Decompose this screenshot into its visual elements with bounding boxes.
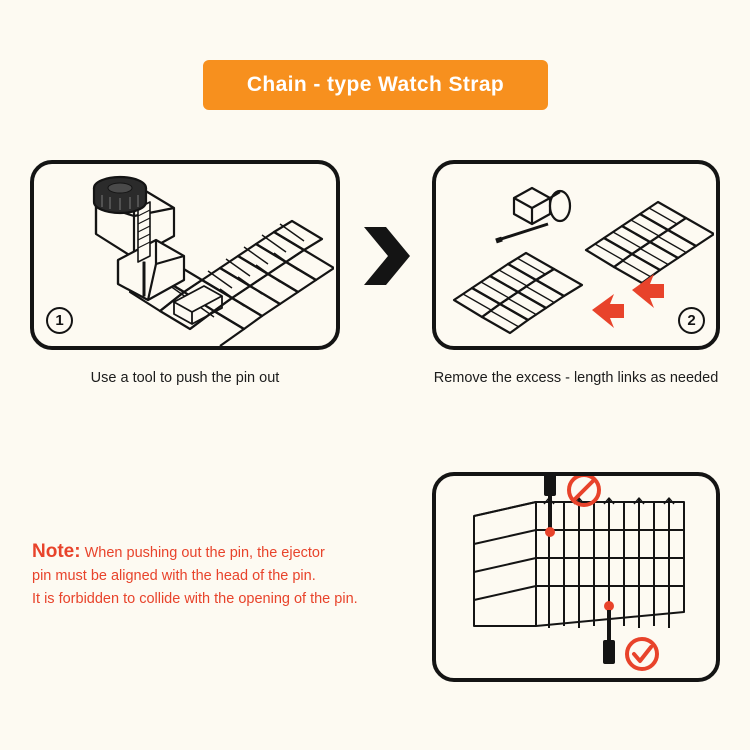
page-title: Chain - type Watch Strap: [246, 73, 505, 96]
note-line-3: It is forbidden to collide with the opening of the pin.: [32, 591, 358, 607]
flow-arrow: [358, 225, 414, 287]
step-2-illustration: [436, 164, 714, 346]
note-line-1: When pushing out the pin, the ejector: [84, 545, 325, 561]
step-1-caption: Use a tool to push the pin out: [90, 370, 280, 386]
note-line-2: pin must be aligned with the head of the pin.: [32, 568, 316, 584]
note-block: [32, 540, 412, 611]
note-label: Note:: [32, 541, 81, 562]
step-1-illustration: [34, 164, 334, 346]
detail-panel: [432, 472, 720, 682]
step-2-panel: [432, 160, 720, 350]
check-circle-icon: [627, 639, 657, 669]
title-banner: [203, 60, 548, 110]
prohibited-icon: [569, 476, 599, 505]
step-1-panel: [30, 160, 340, 350]
step-2-badge: 2: [678, 307, 705, 334]
step-1-badge: 1: [46, 307, 73, 334]
step-2-caption: Remove the excess - length links as needed: [433, 370, 719, 386]
pin-alignment-detail-illustration: [436, 476, 714, 676]
